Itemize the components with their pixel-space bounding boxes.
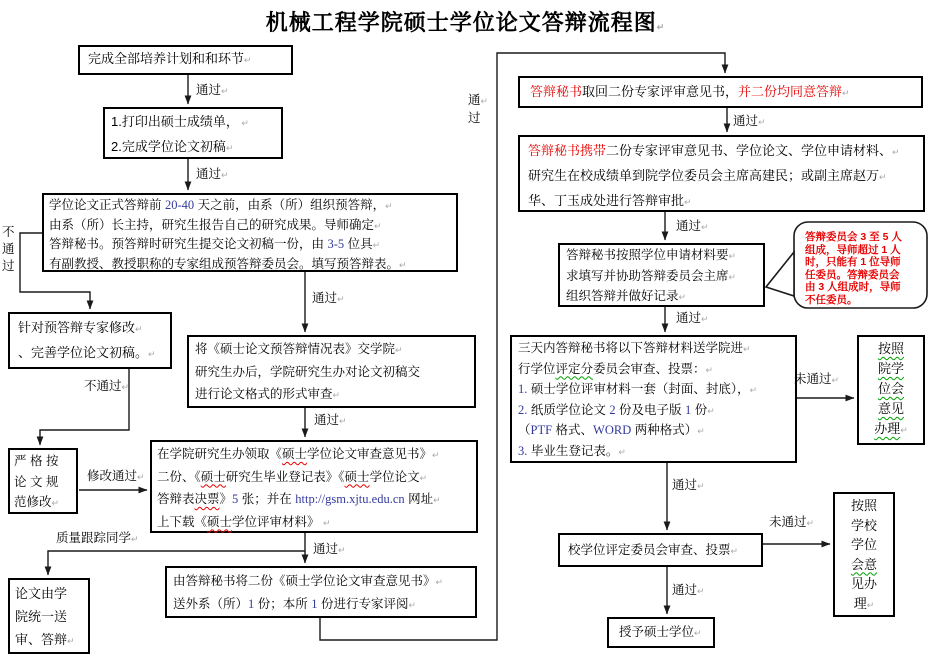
box-complete-training: 完成全部培养计划和和环节↵ (78, 45, 293, 75)
label-pass-1: 通过↵ (196, 83, 229, 97)
label-fail-2: 不通过↵ (84, 379, 130, 393)
page-title: 机械工程学院硕士学位论文答辩流程图↵ (265, 10, 666, 35)
box-submit-materials-3days: 三天内答辩秘书将以下答辩材料送学院进↵ 行学位评定分委员会审查、投票：↵ 1. 硕士学位评审材料一套（封面、封底），↵ 2. 纸质学位论文 2 份及电子版 1 份↵ （PTF 格式、WORD 两种格式）↵ 3. 毕业生登记表。↵ (510, 335, 797, 463)
box-strict-revise: 严 格 按 论 文 规 范修改↵ (8, 448, 78, 514)
box-per-college-opinion: 按照 院学 位会 意见 办理↵ (857, 335, 925, 445)
label-pass-10: 通过↵ (672, 583, 705, 597)
label-pass-5: 通过↵ (313, 542, 346, 556)
box-university-committee-vote: 校学位评定委员会审查、投票↵ (558, 533, 763, 567)
box-college-unified-review: 论文由学 院统一送 审、答辩↵ (8, 578, 90, 654)
box-confer-degree: 授予硕士学位↵ (607, 617, 715, 648)
label-fail-r4: 未通过↵ (794, 372, 840, 386)
label-fail-r6: 未通过↵ (769, 515, 815, 529)
label-pass-7: 通过↵ (676, 219, 709, 233)
label-pass-6: 通过↵ (733, 114, 766, 128)
label-pass-4: 通过↵ (314, 413, 347, 427)
label-pass-8: 通过↵ (676, 311, 709, 325)
box-retrieve-review-opinions: 答辩秘书取回二份专家评审意见书，并二份均同意答辩↵ (518, 76, 923, 108)
box-pre-defense-organization: 学位论文正式答辩前 20-40 天之前，由系（所）组织预答辩，↵ 由系（所）长主持，研究生报告自己的研究成果。导师确定↵ 答辩秘书。预答辩时研究生提交论文初稿一份，由 3-5 位具↵ 有副教授、教授职称的专家组成预答辩委员会。填写预答辩表。↵ (42, 193, 458, 272)
label-revise-pass: 修改通过↵ (87, 469, 145, 483)
box-carry-materials-approval: 答辩秘书携带二份专家评审意见书、学位论文、学位申请材料、↵ 研究生在校成绩单到院学位委员会主席高建民；或副主席赵万↵ 华、丁玉成处进行答辩审批↵ (518, 135, 925, 212)
box-revise-draft: 针对预答辩专家修改↵ 、完善学位论文初稿。↵ (8, 312, 172, 369)
box-send-review-copies: 由答辩秘书将二份《硕士学位论文审查意见书》↵ 送外系（所）1 份；本所 1 份进行专家评阅↵ (165, 566, 477, 618)
box-collect-materials: 在学院研究生办领取《硕士学位论文审查意见书》↵ 二份、《硕士研究生毕业登记表》《硕士学位论文↵ 答辩表决票》5 张；并在 http://gsm.xjtu.edu.cn 网址↵ 上下载《硕士学位评审材料》 ↵ (150, 440, 478, 533)
label-pass-2: 通过↵ (196, 167, 229, 181)
label-pass-3: 通过↵ (312, 291, 345, 305)
label-pass-9: 通过↵ (672, 478, 705, 492)
label-fail-left: 不 通 过 (2, 225, 15, 273)
callout-committee-composition-note: 答辩委员会 3 至 5 人 组成，导师超过 1 人 时，只能有 1 位导师 任委员。答辩委员会 由 3 人组成时，导师 不任委员。 (805, 231, 902, 306)
box-print-transcript: 1.打印出硕士成绩单， ↵ 2.完成学位论文初稿↵ (103, 107, 283, 159)
box-per-university-opinion: 按照 学校 学位 会意 见办 理↵ (833, 492, 895, 617)
label-quality-tracking: 质量跟踪同学↵ (56, 531, 139, 545)
box-secretary-fill-organize: 答辩秘书按照学位申请材料要↵ 求填写并协助答辩委员会主席↵ 组织答辩并做好记录↵ (558, 243, 765, 307)
box-submit-pre-defense-form: 将《硕士论文预答辩情况表》交学院↵ 研究生办后，学院研究生办对论文初稿交 进行论文格式的形式审查↵ (187, 335, 476, 408)
label-pass-long: 通↵ 过 (468, 93, 489, 125)
